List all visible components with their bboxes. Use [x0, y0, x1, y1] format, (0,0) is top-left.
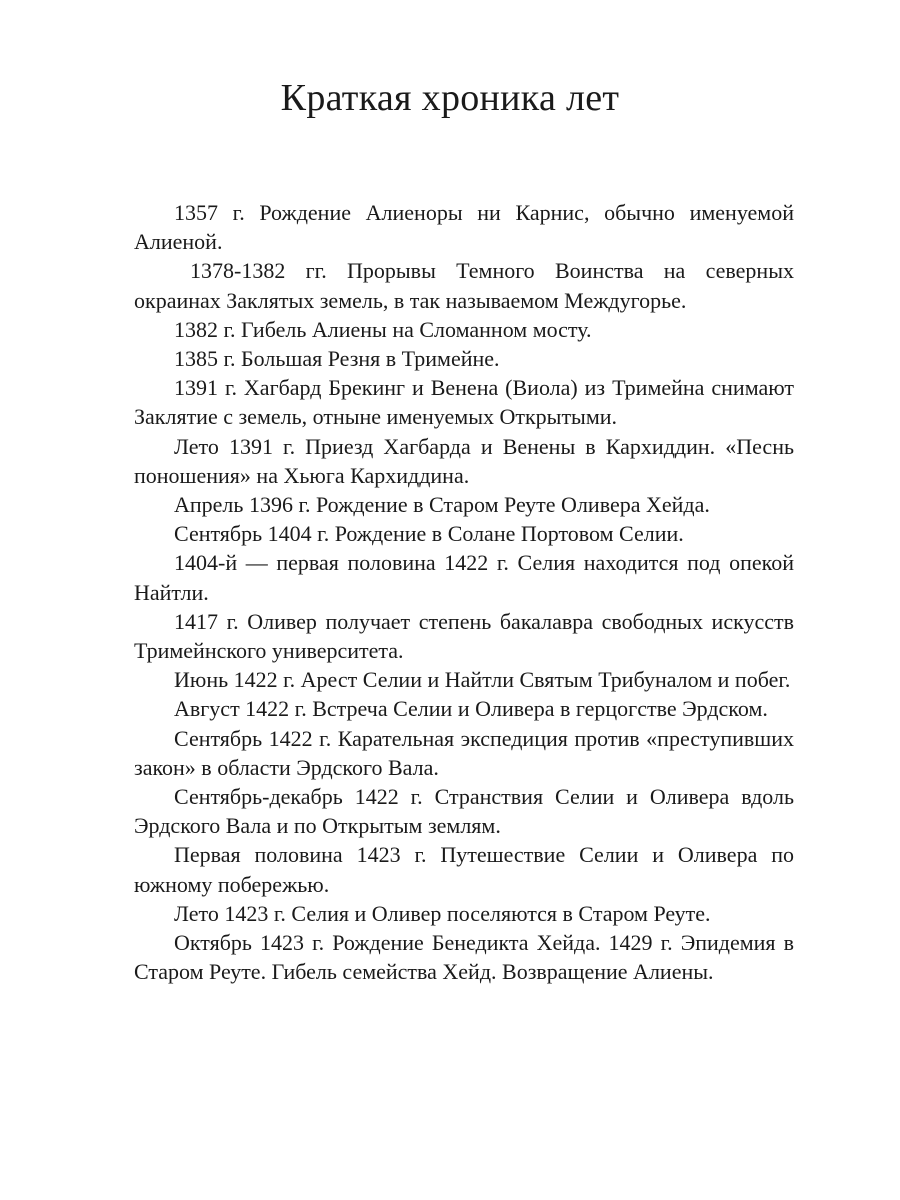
chronicle-entry: 1391 г. Хагбард Брекинг и Венена (Виола) из Тримейна снимают Заклятие с земель, отныне именуемых Открытыми.	[134, 375, 794, 430]
chronicle-entry: 1385 г. Большая Резня в Тримейне.	[174, 346, 500, 372]
chronicle-entry: Лето 1423 г. Селия и Оливер поселяются в Старом Реуте.	[174, 900, 711, 926]
chronicle-entry: Июнь 1422 г. Арест Селии и Найтли Святым Трибуналом и побег.	[174, 667, 791, 693]
chronicle-entry: Лето 1391 г. Приезд Хагбарда и Венены в Кархиддин. «Песнь поношения» на Хьюга Кархиддина.	[134, 433, 794, 488]
chronicle-entry: 1404-й — первая половина 1422 г. Селия находится под опекой Найтли.	[134, 550, 794, 605]
chronicle-entry: Сентябрь 1422 г. Карательная экспедиция против «преступивших закон» в области Эрдского Вала.	[134, 725, 794, 780]
chronicle-entry: 1382 г. Гибель Алиены на Сломанном мосту.	[174, 316, 592, 342]
chronicle-entry: 1378-1382 гг. Прорывы Темного Воинства на северных окраинах Заклятых земель, в так называемом Междугорье.	[134, 258, 794, 313]
chronicle-list	[134, 198, 794, 986]
chronicle-entry: Первая половина 1423 г. Путешествие Селии и Оливера по южному побережью.	[134, 842, 794, 897]
chronicle-entry: Сентябрь-декабрь 1422 г. Странствия Селии и Оливера вдоль Эрдского Вала и по Открытым землям.	[134, 784, 794, 839]
chronicle-entry: 1357 г. Рождение Алиеноры ни Карнис, обычно именуемой Алиеной.	[134, 200, 794, 255]
chronicle-entry: Август 1422 г. Встреча Селии и Оливера в герцогстве Эрдском.	[174, 696, 768, 722]
page-title: Краткая хроника лет	[280, 77, 620, 119]
chronicle-entry: Октябрь 1423 г. Рождение Бенедикта Хейда. 1429 г. Эпидемия в Старом Реуте. Гибель семейства Хейд. Возвращение Алиены.	[134, 930, 794, 985]
chronicle-entry: Сентябрь 1404 г. Рождение в Солане Портовом Селии.	[174, 521, 684, 547]
chronicle-entry: Апрель 1396 г. Рождение в Старом Реуте Оливера Хейда.	[174, 492, 710, 518]
chronicle-entry: 1417 г. Оливер получает степень бакалавра свободных искусств Тримейнского университета.	[134, 608, 794, 664]
